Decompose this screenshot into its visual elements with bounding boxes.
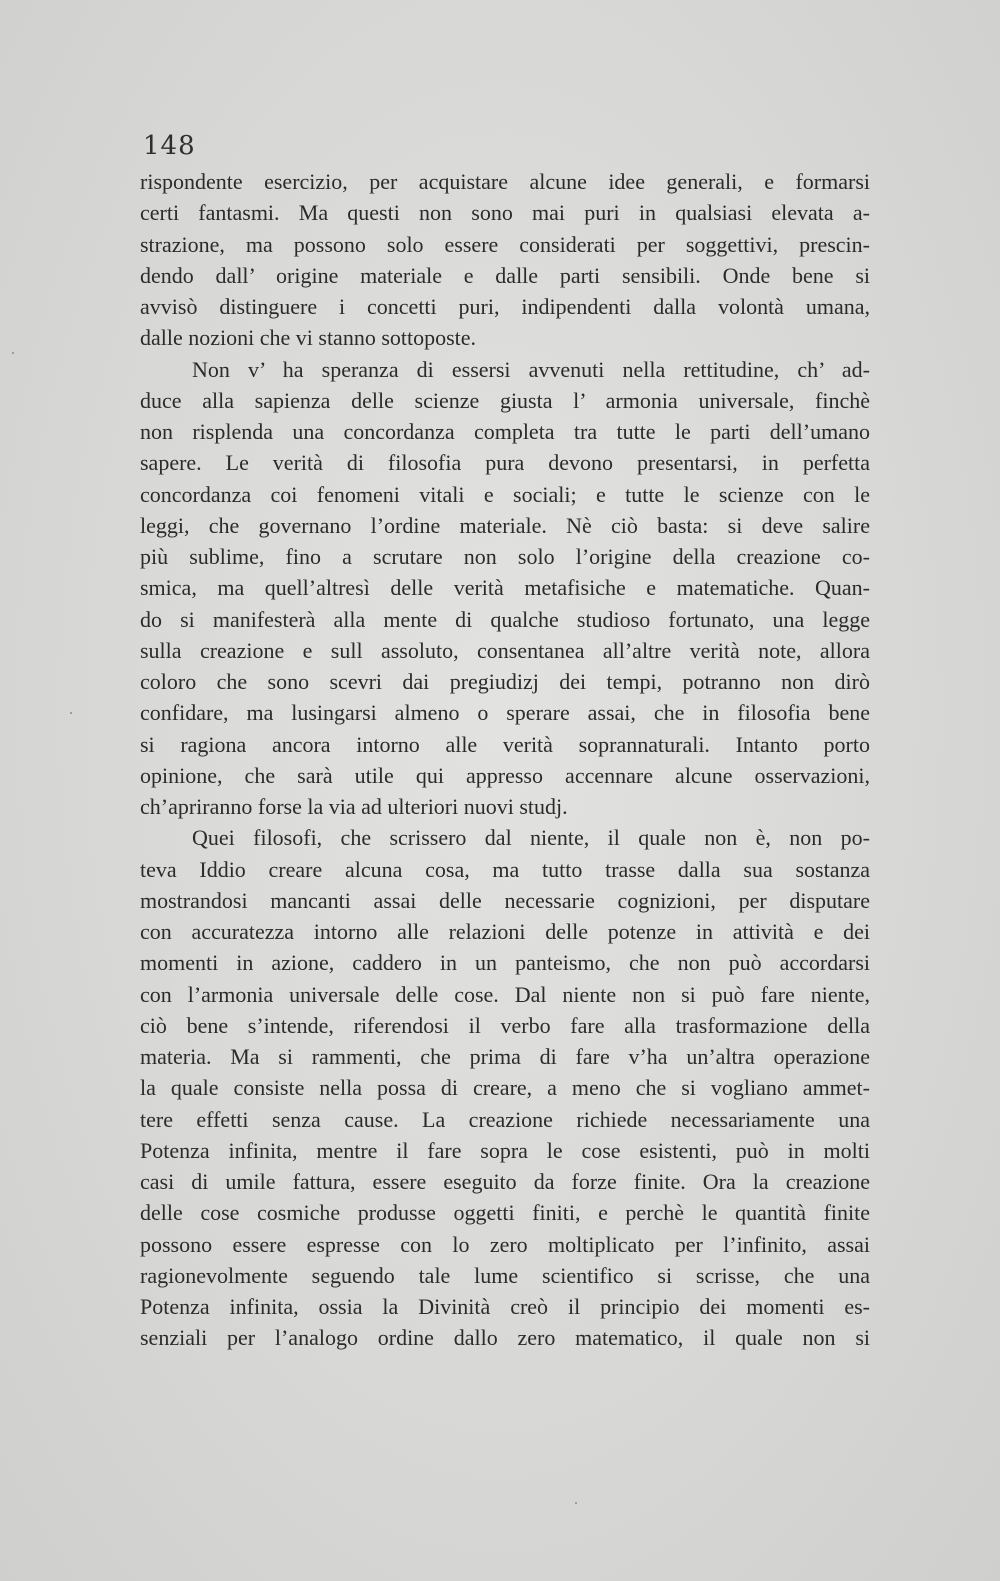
text-line: Potenza infinita, ossia la Divinità creò il principio dei momenti es- (140, 1294, 870, 1319)
text-line: delle cose cosmiche produsse oggetti finiti, e perchè le quantità finite (140, 1200, 870, 1226)
text-line: la quale consiste nella possa di creare, a meno che si vogliano ammet- (140, 1075, 870, 1101)
text-line: materia. Ma si rammenti, che prima di fare v’ha un’altra operazione (140, 1044, 870, 1069)
text-line: sulla creazione e sull assoluto, consentanea all’altre verità note, allora (140, 637, 870, 663)
paper-speck (575, 1502, 577, 1504)
paper-speck (12, 352, 14, 354)
text-line: casi di umile fattura, essere eseguito da forze finite. Ora la creazione (140, 1169, 870, 1194)
text-line: possono essere espresse con lo zero moltiplicato per l’infinito, assai (140, 1231, 870, 1257)
text-line: mostrandosi mancanti assai delle necessarie cognizioni, per disputare (140, 887, 870, 913)
text-line: con accuratezza intorno alle relazioni delle potenze in attività e dei (140, 919, 870, 944)
body-text (140, 166, 870, 1354)
text-line: dalle nozioni che vi stanno sottoposte. (140, 325, 477, 351)
text-line: opinione, che sarà utile qui appresso accennare alcune osservazioni, (140, 762, 870, 788)
text-line: con l’armonia universale delle cose. Dal niente non si può fare niente, (140, 981, 870, 1007)
text-line: duce alla sapienza delle scienze giusta l’ armonia universale, finchè (140, 387, 870, 413)
text-line: si ragiona ancora intorno alle verità soprannaturali. Intanto porto (140, 731, 870, 757)
text-line: do si manifesterà alla mente di qualche studioso fortunato, una legge (140, 606, 870, 632)
text-line: leggi, che governano l’ordine materiale. Nè ciò basta: si deve salire (140, 512, 870, 538)
text-line: strazione, ma possono solo essere considerati per soggettivi, prescin- (140, 231, 870, 257)
text-line: senziali per l’analogo ordine dallo zero matematico, il quale non si (140, 1325, 870, 1351)
text-line: confidare, ma lusingarsi almeno o sperare assai, che in filosofia bene (140, 700, 870, 726)
text-line: rispondente esercizio, per acquistare alcune idee generali, e formarsi (140, 169, 870, 194)
text-line: concordanza coi fenomeni vitali e sociali; e tutte le scienze con le (140, 481, 870, 507)
text-line: smica, ma quell’altresì delle verità metafisiche e matematiche. Quan- (140, 575, 870, 601)
text-line: coloro che sono scevri dai pregiudizj dei tempi, potranno non dirò (140, 669, 870, 694)
text-line: Quei filosofi, che scrissero dal niente, il quale non è, non po- (192, 825, 870, 851)
text-line: sapere. Le verità di filosofia pura devono presentarsi, in perfetta (140, 450, 870, 476)
text-line: ch’apriranno forse la via ad ulteriori nuovi studj. (140, 794, 568, 819)
text-line: più sublime, fino a scrutare non solo l’origine della creazione co- (140, 544, 870, 569)
text-line: Potenza infinita, mentre il fare sopra le cose esistenti, può in molti (140, 1137, 870, 1163)
text-line: avvisò distinguere i concetti puri, indipendenti dalla volontà umana, (140, 294, 870, 319)
text-line: ciò bene s’intende, riferendosi il verbo fare alla trasformazione della (140, 1012, 870, 1038)
text-line: tere effetti senza cause. La creazione richiede necessariamente una (140, 1106, 870, 1132)
text-line: momenti in azione, caddero in un panteismo, che non può accordarsi (140, 950, 870, 976)
text-line: dendo dall’ origine materiale e dalle parti sensibili. Onde bene si (140, 262, 870, 288)
text-line: non risplenda una concordanza completa tra tutte le parti dell’umano (140, 419, 870, 444)
text-line: certi fantasmi. Ma questi non sono mai puri in qualsiasi elevata a- (140, 200, 870, 226)
text-line: Non v’ ha speranza di essersi avvenuti nella rettitudine, ch’ ad- (192, 356, 870, 382)
paper-speck (70, 712, 72, 714)
text-line: teva Iddio creare alcuna cosa, ma tutto trasse dalla sua sostanza (140, 856, 870, 882)
page-number: 148 (143, 131, 196, 161)
text-line: ragionevolmente seguendo tale lume scientifico si scrisse, che una (140, 1262, 870, 1288)
